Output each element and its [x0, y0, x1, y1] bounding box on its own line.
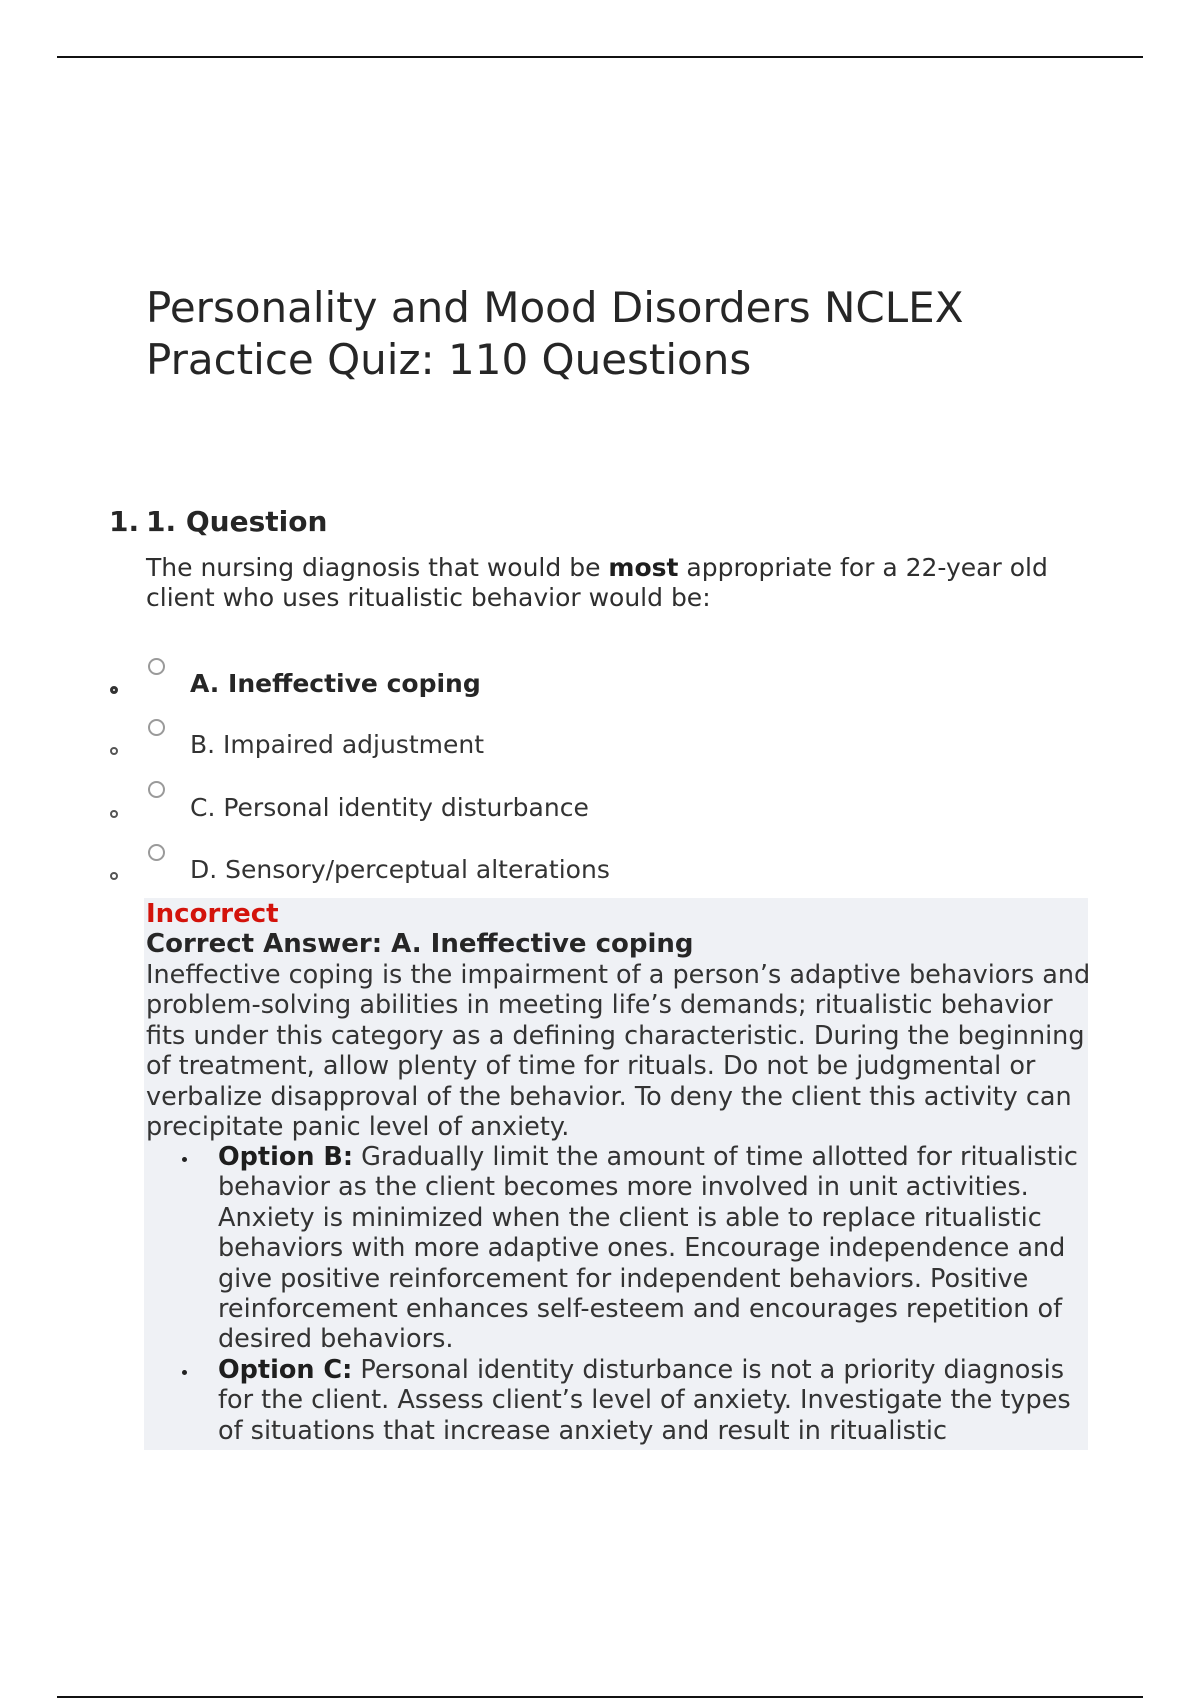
question-stem-after: appropriate for a 22-year old client who uses ritualistic behavior would be:: [146, 553, 1048, 612]
bullet-icon: [182, 1157, 187, 1162]
answer-option-label: C. Personal identity disturbance: [190, 793, 589, 822]
rationale-list: [180, 1142, 1088, 1450]
rationale-text: Gradually limit the amount of time allotted for ritualistic behavior as the client becomes more involved in unit activities. Anxiety is minimized when the client is able to replace ritualistic behaviors with more adaptive ones. Encourage independence and give positive reinforcement for independent behaviors. Positive reinforcement enhances self-esteem and encourages repetition of desired behaviors.: [218, 1142, 1078, 1355]
radio-icon[interactable]: [148, 719, 165, 736]
list-bullet-icon: [110, 747, 118, 755]
feedback-explanation: Ineffective coping is the impairment of a person’s adaptive behaviors and problem-solving abilities in meeting life’s demands; ritualistic behavior fits under this category as a defining characteristic. During the beginning of treatment, allow plenty of time for rituals. Do not be judgmental or verbalize disapproval of the behavior. To deny the client this activity can precipitate panic level of anxiety.: [146, 960, 1091, 1143]
page-title: Personality and Mood Disorders NCLEX Practice Quiz: 110 Questions: [146, 283, 964, 384]
question-stem: [146, 553, 1106, 613]
answer-option-label: A. Ineffective coping: [190, 669, 481, 698]
rationale-text: Personal identity disturbance is not a priority diagnosis for the client. Assess client’s level of anxiety. Investigate the types of situations that increase anxiety and result in ritualistic: [218, 1354, 1071, 1446]
page-bottom-rule: [57, 1696, 1143, 1698]
bullet-icon: [182, 1370, 187, 1375]
page-top-rule: [57, 56, 1143, 58]
radio-icon[interactable]: [148, 781, 165, 798]
list-bullet-icon: [110, 810, 118, 818]
list-bullet-icon: [110, 686, 118, 694]
question-number: 1.: [109, 505, 140, 538]
answer-option-a[interactable]: [0, 658, 1200, 710]
answer-option-label: B. Impaired adjustment: [190, 730, 485, 759]
feedback-status: Incorrect: [146, 899, 279, 929]
answer-option-d[interactable]: [0, 844, 1200, 896]
question-title: 1. Question: [146, 505, 328, 538]
radio-icon[interactable]: [148, 658, 165, 675]
list-bullet-icon: [110, 872, 118, 880]
correct-answer: Correct Answer: A. Ineffective coping: [146, 929, 694, 959]
answer-option-label: D. Sensory/perceptual alterations: [190, 855, 610, 884]
question-heading: [109, 503, 327, 541]
rationale-label: Option B:: [218, 1142, 354, 1172]
rationale-item: [180, 1355, 1088, 1446]
answer-option-b[interactable]: [0, 719, 1200, 771]
rationale-label: Option C:: [218, 1354, 353, 1385]
rationale-item: [180, 1142, 1088, 1355]
answer-option-c[interactable]: [0, 781, 1200, 833]
radio-icon[interactable]: [148, 844, 165, 861]
question-stem-emphasis: most: [608, 553, 679, 582]
question-stem-before: The nursing diagnosis that would be: [146, 553, 609, 582]
